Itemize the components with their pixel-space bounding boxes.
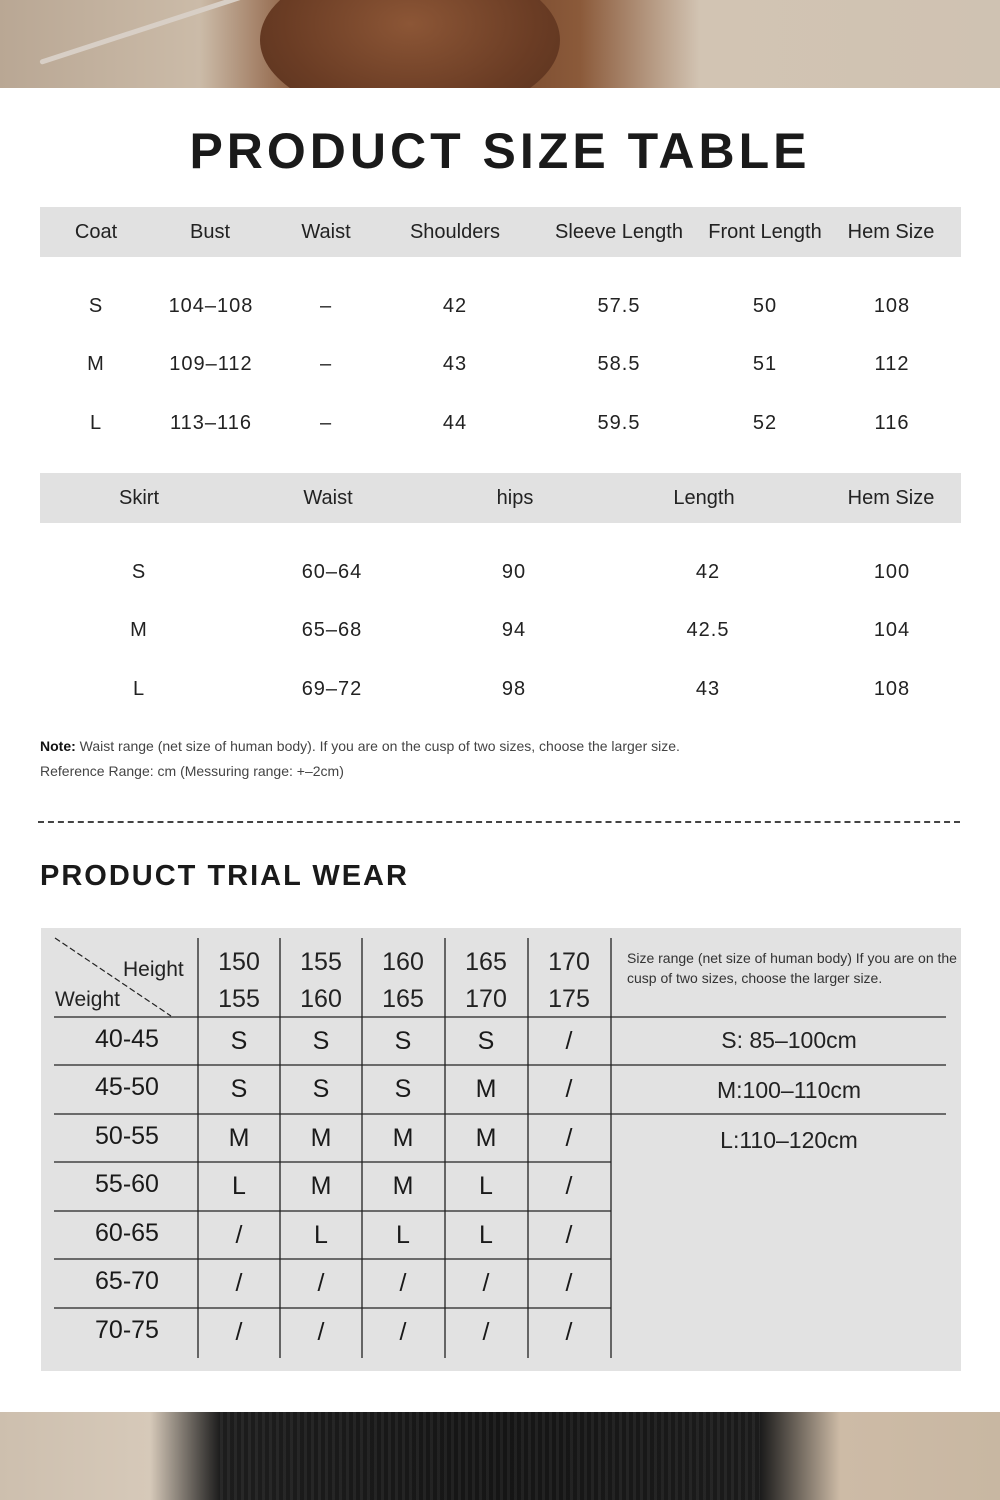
skirt-cell: 43 <box>695 678 721 700</box>
size-recommendation-cell: / <box>482 1269 490 1297</box>
skirt-cell: S <box>131 561 147 583</box>
size-chart-panel <box>0 88 1000 1412</box>
size-recommendation-cell: / <box>399 1318 407 1346</box>
branch-shape <box>39 0 288 65</box>
coat-cell: 108 <box>873 295 911 317</box>
coat-header-cell: Bust <box>189 221 231 243</box>
coat-cell: 52 <box>752 412 778 434</box>
skirt-header-cell: Length <box>673 487 735 509</box>
weight-range-label: 60-65 <box>95 1219 159 1247</box>
coat-cell: 112 <box>874 353 910 375</box>
size-recommendation-cell: S <box>230 1027 248 1055</box>
coat-cell: 104–108 <box>168 295 254 317</box>
size-recommendation-cell: M <box>310 1124 332 1152</box>
height-range-header: 160 165 <box>382 948 424 1013</box>
coat-cell: L <box>89 412 103 434</box>
coat-cell: 59.5 <box>597 412 641 434</box>
trial-wear-table <box>41 928 961 1371</box>
corner-height-label: Height <box>123 958 184 981</box>
coat-header-cell: Shoulders <box>409 221 501 243</box>
page-title: PRODUCT SIZE TABLE <box>189 123 811 179</box>
size-recommendation-cell: M <box>392 1124 414 1152</box>
coat-table-row <box>40 349 961 379</box>
size-recommendation-cell: / <box>482 1318 490 1346</box>
skirt-cell: 60–64 <box>301 561 363 583</box>
coat-cell: 113–116 <box>170 412 252 434</box>
weight-range-label: 70-75 <box>95 1316 159 1344</box>
skirt-table-header <box>40 473 961 523</box>
coat-cell: 116 <box>874 412 910 434</box>
size-range-s: S: 85–100cm <box>721 1027 857 1053</box>
note-text: Waist range (net size of human body). If you are on the cusp of two sizes, choose the larger size. <box>75 738 680 754</box>
skirt-header-cell: hips <box>496 487 534 509</box>
size-recommendation-cell: / <box>565 1124 573 1152</box>
coat-cell: – <box>319 295 333 317</box>
section-divider <box>38 821 960 823</box>
weight-range-label: 45-50 <box>95 1073 159 1101</box>
skirt-cell: 69–72 <box>301 678 363 700</box>
skirt-table-row <box>40 557 961 587</box>
size-note <box>40 738 680 754</box>
coat-cell: 44 <box>442 412 468 434</box>
skirt-cell: 100 <box>873 561 911 583</box>
size-recommendation-cell: L <box>479 1172 493 1200</box>
size-recommendation-cell: / <box>235 1318 243 1346</box>
size-range-note: Size range (net size of human body) If you are on the cusp of two sizes, choose the larger size. <box>627 950 957 986</box>
height-range-header: 165 170 <box>465 948 507 1013</box>
size-range-l: L:110–120cm <box>720 1127 858 1153</box>
size-recommendation-cell: M <box>475 1075 497 1103</box>
coat-header-cell: Hem Size <box>847 221 935 243</box>
skirt-cell: 65–68 <box>301 619 363 641</box>
weight-range-label: 50-55 <box>95 1122 159 1150</box>
skirt-cell: 94 <box>501 619 527 641</box>
coat-table-header <box>40 207 961 257</box>
skirt-cell: L <box>132 678 146 700</box>
size-recommendation-cell: / <box>399 1269 407 1297</box>
skirt-cell: 98 <box>501 678 527 700</box>
skirt-table-row <box>40 674 961 704</box>
note-label: Note: <box>40 738 76 754</box>
size-recommendation-cell: M <box>392 1172 414 1200</box>
coat-cell: S <box>88 295 104 317</box>
coat-cell: – <box>319 412 333 434</box>
coat-cell: – <box>319 353 333 375</box>
skirt-header-cell: Skirt <box>119 487 159 509</box>
background-photo-top <box>0 0 1000 88</box>
trial-wear-title: PRODUCT TRIAL WEAR <box>40 860 409 892</box>
skirt-cell: 108 <box>873 678 911 700</box>
coat-cell: 109–112 <box>169 353 253 375</box>
size-recommendation-cell: / <box>235 1269 243 1297</box>
size-recommendation-cell: / <box>565 1075 573 1103</box>
skirt-table-row <box>40 615 961 645</box>
size-recommendation-cell: S <box>477 1027 495 1055</box>
skirt-cell: M <box>130 619 148 641</box>
size-recommendation-cell: L <box>479 1221 493 1249</box>
size-recommendation-cell: / <box>565 1027 573 1055</box>
skirt-header-cell: Hem Size <box>847 487 935 509</box>
coat-cell: 43 <box>442 353 468 375</box>
coat-table-row <box>40 408 961 438</box>
coat-cell: M <box>87 353 105 375</box>
skirt-header-cell: Waist <box>303 487 353 509</box>
weight-range-label: 55-60 <box>95 1170 159 1198</box>
height-range-header: 170 175 <box>548 948 590 1013</box>
coat-header-cell: Coat <box>74 221 118 243</box>
size-recommendation-cell: M <box>475 1124 497 1152</box>
coat-cell: 51 <box>752 353 778 375</box>
size-recommendation-cell: / <box>317 1269 325 1297</box>
coat-cell: 58.5 <box>597 353 641 375</box>
height-range-header: 150 155 <box>218 948 260 1013</box>
size-recommendation-cell: S <box>312 1075 330 1103</box>
weight-range-label: 65-70 <box>95 1267 159 1295</box>
size-recommendation-cell: / <box>565 1318 573 1346</box>
size-recommendation-cell: / <box>565 1172 573 1200</box>
coat-table-row <box>40 291 961 321</box>
size-recommendation-cell: L <box>396 1221 410 1249</box>
size-recommendation-cell: S <box>230 1075 248 1103</box>
size-recommendation-cell: / <box>317 1318 325 1346</box>
knit-texture <box>220 1412 760 1500</box>
coat-header-cell: Waist <box>301 221 351 243</box>
weight-range-label: 40-45 <box>95 1025 159 1053</box>
size-recommendation-cell: / <box>565 1269 573 1297</box>
coat-header-cell: Front Length <box>708 221 822 243</box>
size-recommendation-cell: L <box>314 1221 328 1249</box>
background-photo-bottom <box>0 1412 1000 1500</box>
skirt-cell: 42.5 <box>686 619 730 641</box>
coat-cell: 50 <box>752 295 778 317</box>
coat-header-cell: Sleeve Length <box>555 221 683 243</box>
size-recommendation-cell: / <box>565 1221 573 1249</box>
skirt-cell: 42 <box>695 561 721 583</box>
size-recommendation-cell: M <box>228 1124 250 1152</box>
size-recommendation-cell: L <box>232 1172 246 1200</box>
size-recommendation-cell: S <box>312 1027 330 1055</box>
reference-range-note: Reference Range: cm (Messuring range: +–2cm) <box>40 763 344 779</box>
corner-weight-label: Weight <box>55 988 120 1011</box>
size-recommendation-cell: / <box>235 1221 243 1249</box>
size-recommendation-cell: S <box>394 1075 412 1103</box>
height-range-header: 155 160 <box>300 948 342 1013</box>
coat-cell: 42 <box>442 295 468 317</box>
size-recommendation-cell: M <box>310 1172 332 1200</box>
coat-cell: 57.5 <box>597 295 641 317</box>
skirt-cell: 90 <box>501 561 527 583</box>
skirt-cell: 104 <box>873 619 911 641</box>
size-range-m: M:100–110cm <box>716 1077 862 1103</box>
size-recommendation-cell: S <box>394 1027 412 1055</box>
